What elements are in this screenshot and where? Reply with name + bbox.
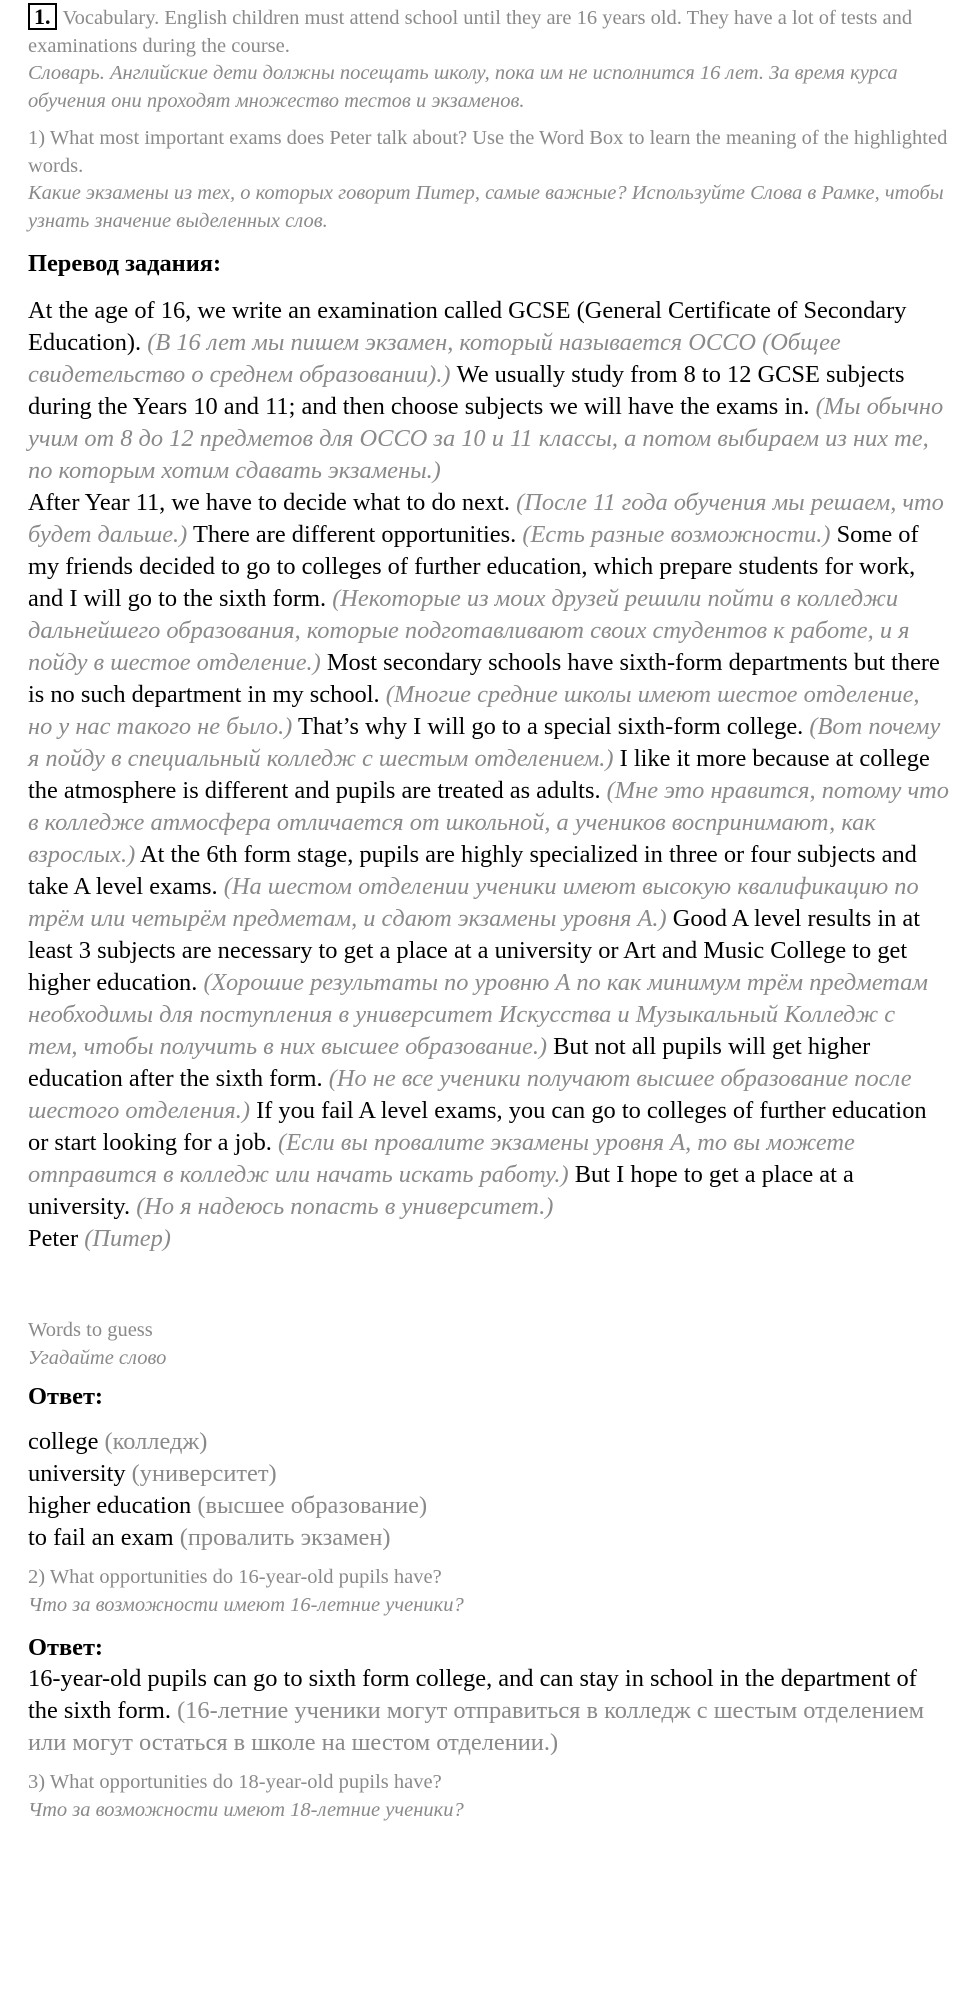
task-number: 1. bbox=[28, 3, 57, 30]
story-ru: (Мы обычно учим от 8 до 12 предметов для ОССО за 10 и 11 классы, а потом выбираем из них те, по которым хотим сдавать экзамены.) bbox=[28, 393, 944, 484]
story-ru: (Но я надеюсь попасть в университет.) bbox=[136, 1193, 554, 1220]
story-ru: (Если вы провалите экзамены уровня А, то вы можете отправится в колледж или начать искать работу.) bbox=[28, 1129, 855, 1188]
question-1 bbox=[28, 125, 949, 235]
vocab-list bbox=[28, 1426, 949, 1554]
vocab-ru: (провалить экзамен) bbox=[179, 1524, 391, 1551]
story-en: Some of my friends decided to go to colleges of further education, which prepare students for work, and I will go to the sixth form. bbox=[28, 521, 919, 612]
story-ru: (Хорошие результаты по уровню А по как минимум трём предметам необходимы для поступления в университет Искусства и Музыкальный Колледж с тем, чтобы получить в них высшее образование.) bbox=[28, 969, 928, 1060]
vocab-ru: (колледж) bbox=[104, 1428, 208, 1455]
signature-ru: (Питер) bbox=[84, 1225, 171, 1252]
vocab-item bbox=[28, 1490, 949, 1522]
story-ru: (Вот почему я пойду в специальный колледж с шестым отделением.) bbox=[28, 713, 941, 772]
answer-2-ru: (16-летние ученики могут отправиться в колледж с шестым отделением или могут остаться в школе на шестом отделении.) bbox=[28, 1697, 925, 1756]
question-2-ru: Что за возможности имеют 16-летние ученики? bbox=[28, 1593, 464, 1616]
story-en: There are different opportunities. bbox=[192, 521, 517, 548]
vocab-item bbox=[28, 1522, 949, 1554]
story-en: At the 6th form stage, pupils are highly specialized in three or four subjects and take A level exams. bbox=[28, 841, 917, 900]
question-2 bbox=[28, 1564, 949, 1619]
story-text bbox=[28, 295, 949, 1255]
story-ru: (Но не все ученики получают высшее образование после шестого отделения.) bbox=[28, 1065, 912, 1124]
story-en: At the age of 16, we write an examination called GCSE (General Certificate of Secondary Education). bbox=[28, 297, 907, 356]
task-intro-ru: Словарь. Английские дети должны посещать школу, пока им не исполнится 16 лет. За время курса обучения они проходят множество тестов и экзаменов. bbox=[28, 62, 898, 112]
question-1-en: 1) What most important exams does Peter talk about? Use the Word Box to learn the meaning of the highlighted words. bbox=[28, 127, 948, 177]
signature-en: Peter bbox=[28, 1225, 79, 1252]
story-en: After Year 11, we have to decide what to do next. bbox=[28, 489, 511, 516]
story-ru: (После 11 года обучения мы решаем, что будет дальше.) bbox=[28, 489, 944, 548]
task-intro bbox=[28, 3, 949, 115]
story-en: If you fail A level exams, you can go to colleges of further education or start looking for a job. bbox=[28, 1097, 927, 1156]
answer-heading: Ответ: bbox=[28, 1383, 104, 1410]
story-ru: (Мне это нравится, потому что в колледже атмосфера отличается от школьной, а учеников воспринимают, как взрослых.) bbox=[28, 777, 949, 868]
task-intro-en bbox=[28, 3, 949, 60]
vocab-en: college bbox=[28, 1428, 99, 1455]
story-en: Good A level results in at least 3 subjects are necessary to get a place at a university or Art and Music College to get higher education. bbox=[28, 905, 920, 996]
answer-heading: Ответ: bbox=[28, 1634, 104, 1661]
vocab-ru: (высшее образование) bbox=[197, 1492, 428, 1519]
answer-2-en: 16-year-old pupils can go to sixth form college, and can stay in school in the department of the sixth form. bbox=[28, 1665, 917, 1724]
words-to-guess bbox=[28, 1317, 949, 1372]
translation-heading: Перевод задания: bbox=[28, 250, 222, 277]
vocab-ru: (университет) bbox=[131, 1460, 277, 1487]
story-en: I like it more because at college the atmosphere is different and pupils are treated as adults. bbox=[28, 745, 930, 804]
question-2-en: 2) What opportunities do 16-year-old pupils have? bbox=[28, 1566, 442, 1588]
task-intro-en-text: Vocabulary. English children must attend school until they are 16 years old. They have a lot of tests and examinations during the course. bbox=[28, 7, 913, 57]
question-3 bbox=[28, 1769, 949, 1824]
story-ru: (Есть разные возможности.) bbox=[522, 521, 831, 548]
words-to-guess-en: Words to guess bbox=[28, 1319, 153, 1341]
story-en: That’s why I will go to a special sixth-form college. bbox=[297, 713, 804, 740]
vocab-en: to fail an exam bbox=[28, 1524, 174, 1551]
question-1-ru: Какие экзамены из тех, о которых говорит Питер, самые важные? Используйте Слова в Рамке, чтобы узнать значение выделенных слов. bbox=[28, 182, 944, 232]
question-3-ru: Что за возможности имеют 18-летние ученики? bbox=[28, 1798, 464, 1821]
story-en: But I hope to get a place at a university. bbox=[28, 1161, 854, 1220]
vocab-item bbox=[28, 1458, 949, 1490]
story-ru: (В 16 лет мы пишем экзамен, который называется ОССО (Общее свидетельство о среднем образовании).) bbox=[28, 329, 841, 388]
story-ru: (Многие средние школы имеют шестое отделение, но у нас такого не было.) bbox=[28, 681, 920, 740]
words-to-guess-ru: Угадайте слово bbox=[28, 1346, 167, 1369]
story-en: But not all pupils will get higher education after the sixth form. bbox=[28, 1033, 871, 1092]
question-3-en: 3) What opportunities do 18-year-old pupils have? bbox=[28, 1771, 442, 1793]
story-ru: (Некоторые из моих друзей решили пойти в колледжи дальнейшего образования, которые подготавливают своих студентов к работе, и я пойду в шестое отделение.) bbox=[28, 585, 910, 676]
story-en: Most secondary schools have sixth-form departments but there is no such department in my school. bbox=[28, 649, 940, 708]
vocab-en: higher education bbox=[28, 1492, 192, 1519]
answer-2 bbox=[28, 1663, 949, 1759]
story-en: We usually study from 8 to 12 GCSE subjects during the Years 10 and 11; and then choose subjects we will have the exams in. bbox=[28, 361, 905, 420]
story-ru: (На шестом отделении ученики имеют высокую квалификацию по трём или четырём предметам, и сдают экзамены уровня А.) bbox=[28, 873, 919, 932]
vocab-en: university bbox=[28, 1460, 126, 1487]
vocab-item bbox=[28, 1426, 949, 1458]
